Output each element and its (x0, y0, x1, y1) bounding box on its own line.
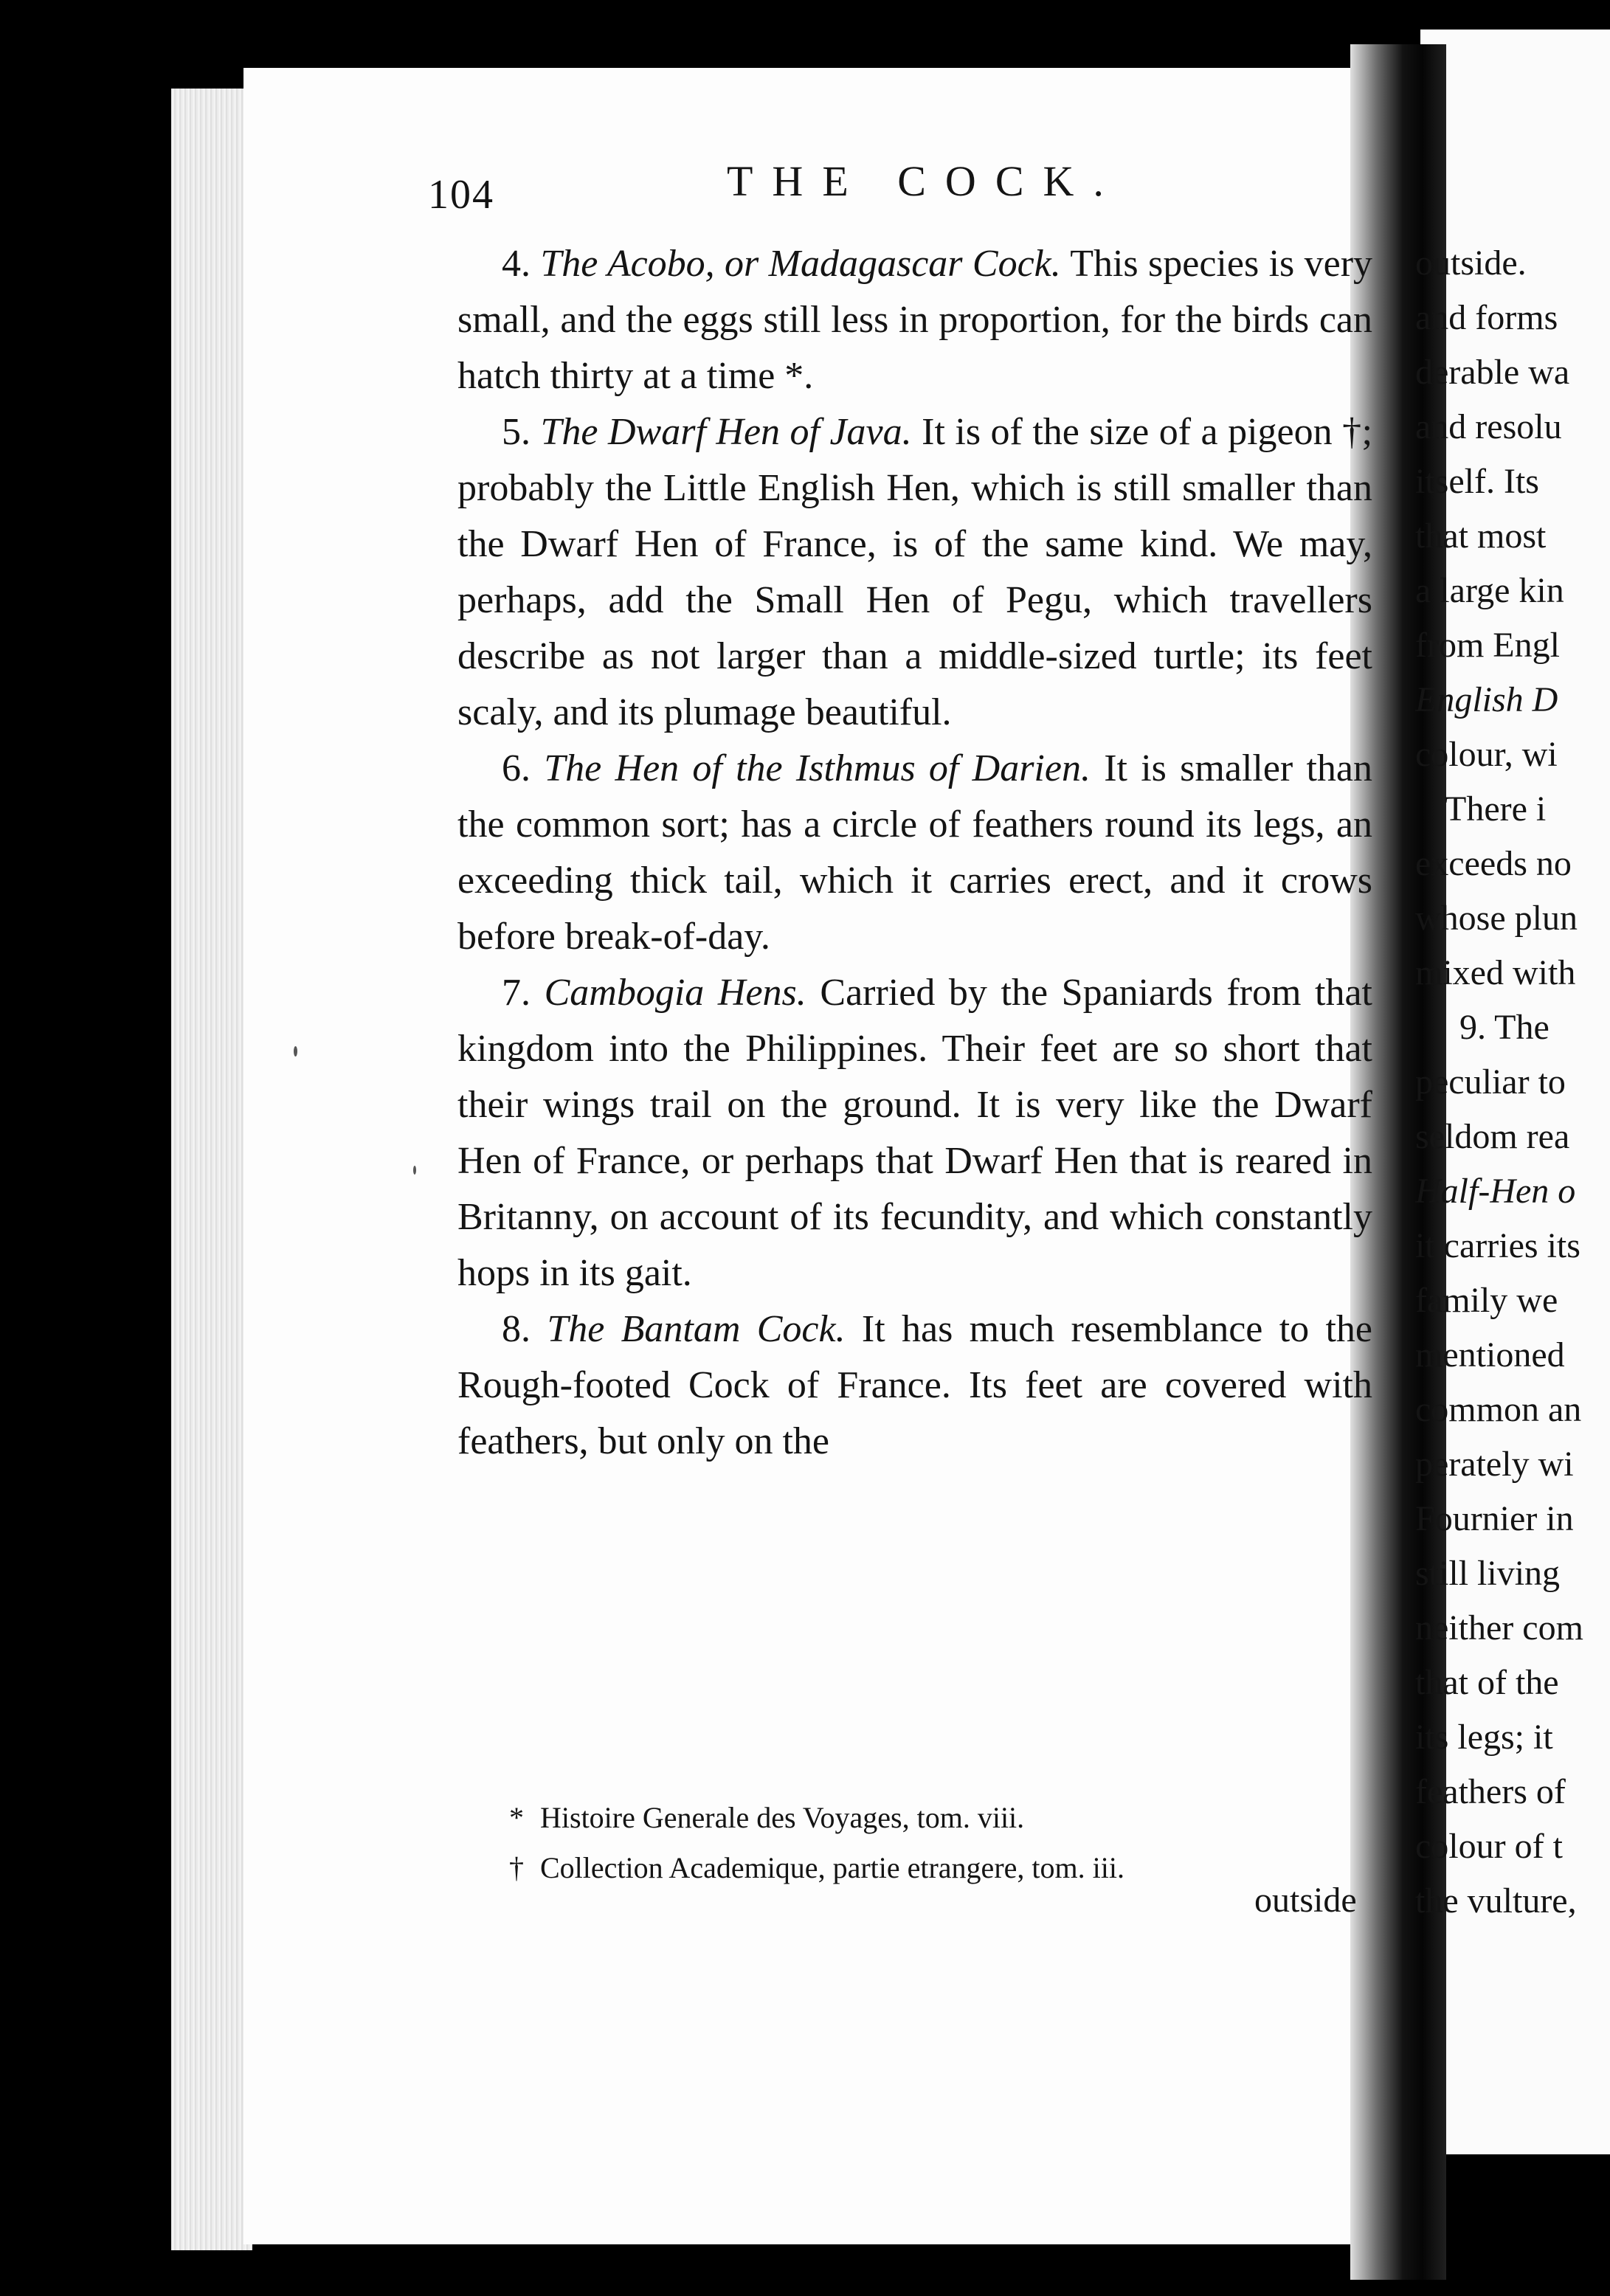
ink-speck (294, 1046, 297, 1057)
right-page-line: English D (1415, 680, 1558, 719)
ink-speck (413, 1166, 416, 1175)
paragraph-text: It is smaller than the common sort; has a circle of feathers round its legs, an exceeding thick tail, which it carries erect, and it crows before break-of-day. (457, 747, 1373, 958)
footnote (509, 1843, 1365, 1893)
page-edges (171, 89, 252, 2250)
right-page-line: its legs; it (1415, 1718, 1553, 1757)
right-page-line: derable wa (1415, 353, 1570, 392)
right-page-line: neither com (1415, 1608, 1583, 1647)
right-page-line: common an (1415, 1390, 1582, 1429)
right-page-line: that most (1415, 516, 1547, 556)
right-page-line: There i (1445, 789, 1547, 829)
right-page-line: it carries its (1415, 1226, 1580, 1265)
paragraph-number: 7. (502, 972, 531, 1014)
right-page-line: Half-Hen o (1415, 1172, 1576, 1211)
right-page-line: peculiar to (1415, 1062, 1566, 1102)
footnote-mark: * (509, 1801, 524, 1834)
paragraph-title: The Acobo, or Madagascar Cock. (540, 243, 1061, 285)
right-page-line: from Engl (1415, 626, 1560, 665)
paragraph-number: 5. (502, 411, 531, 453)
left-page-body (457, 236, 1372, 1470)
paragraph-number: 4. (502, 243, 531, 285)
right-page-line: outside. (1415, 243, 1527, 283)
footnotes (509, 1793, 1365, 1893)
paragraph (457, 404, 1372, 741)
right-page-line: still living (1415, 1554, 1561, 1593)
paragraph-title: The Dwarf Hen of Java. (540, 411, 912, 453)
right-page-line: family we (1415, 1281, 1558, 1320)
paragraph-number: 6. (502, 747, 531, 789)
paragraph-title: Cambogia Hens. (544, 972, 806, 1014)
paragraph (457, 1301, 1372, 1470)
right-page-line: and forms (1415, 298, 1558, 337)
right-page-text (1415, 236, 1610, 1929)
paragraph-title: The Bantam Cock. (547, 1308, 846, 1350)
footnote (509, 1793, 1365, 1843)
footnote-mark: † (509, 1851, 524, 1884)
paragraph (457, 741, 1372, 965)
right-page-line: the vulture, (1415, 1881, 1577, 1920)
paragraph-title: The Hen of the Isthmus of Darien. (544, 747, 1091, 789)
right-page-line: mixed with (1415, 953, 1576, 992)
paragraph (457, 236, 1372, 404)
catchword: outside (1254, 1881, 1357, 1920)
right-page-line: perately wi (1415, 1445, 1574, 1484)
page-header (428, 156, 1229, 218)
footnote-text: Collection Academique, partie etrangere, tom. iii. (540, 1851, 1124, 1884)
right-page-line: a large kin (1415, 571, 1564, 610)
page-number: 104 (428, 172, 494, 218)
right-page-line: exceeds no (1415, 844, 1572, 883)
paragraph-text: This species is very small, and the eggs still less in proportion, for the birds can hatch thirty at a time *. (457, 243, 1373, 397)
right-page-line: whose plun (1415, 899, 1578, 938)
right-page-line: that of the (1415, 1663, 1559, 1702)
paragraph-text: It has much resemblance to the Rough-footed Cock of France. Its feet are covered with feathers, but only on the (457, 1308, 1372, 1462)
running-title: THE COCK. (727, 157, 1123, 205)
right-page-line: Fournier in (1415, 1499, 1574, 1538)
paragraph-text: Carried by the Spaniards from that kingdom into the Philippines. Their feet are so short that their wings trail on the ground. It is very like the Dwarf Hen of France, or perhaps that Dwarf Hen that is reared in Britanny, on account of its fecundity, and which constantly hops in its gait. (457, 972, 1373, 1294)
paragraph-text: It is of the size of a pigeon †; probably the Little English Hen, which is still smaller than the Dwarf Hen of France, is of the same kind. We may, perhaps, add the Small Hen of Pegu, which travellers describe as not larger than a middle-sized turtle; its feet scaly, and its plumage beautiful. (457, 411, 1373, 733)
footnote-text: Histoire Generale des Voyages, tom. viii. (540, 1801, 1025, 1834)
right-page-line: seldom rea (1415, 1117, 1570, 1156)
right-page-line: itself. Its (1415, 462, 1539, 501)
paragraph-number: 8. (502, 1308, 531, 1350)
right-page-line: and resolu (1415, 407, 1562, 446)
paragraph (457, 965, 1372, 1301)
right-page-line: feathers of (1415, 1772, 1566, 1811)
right-page-line: 9. The (1459, 1008, 1549, 1047)
right-page-line: mentioned (1415, 1335, 1565, 1375)
right-page-line: colour of t (1415, 1827, 1563, 1866)
right-page-line: colour, wi (1415, 735, 1558, 774)
